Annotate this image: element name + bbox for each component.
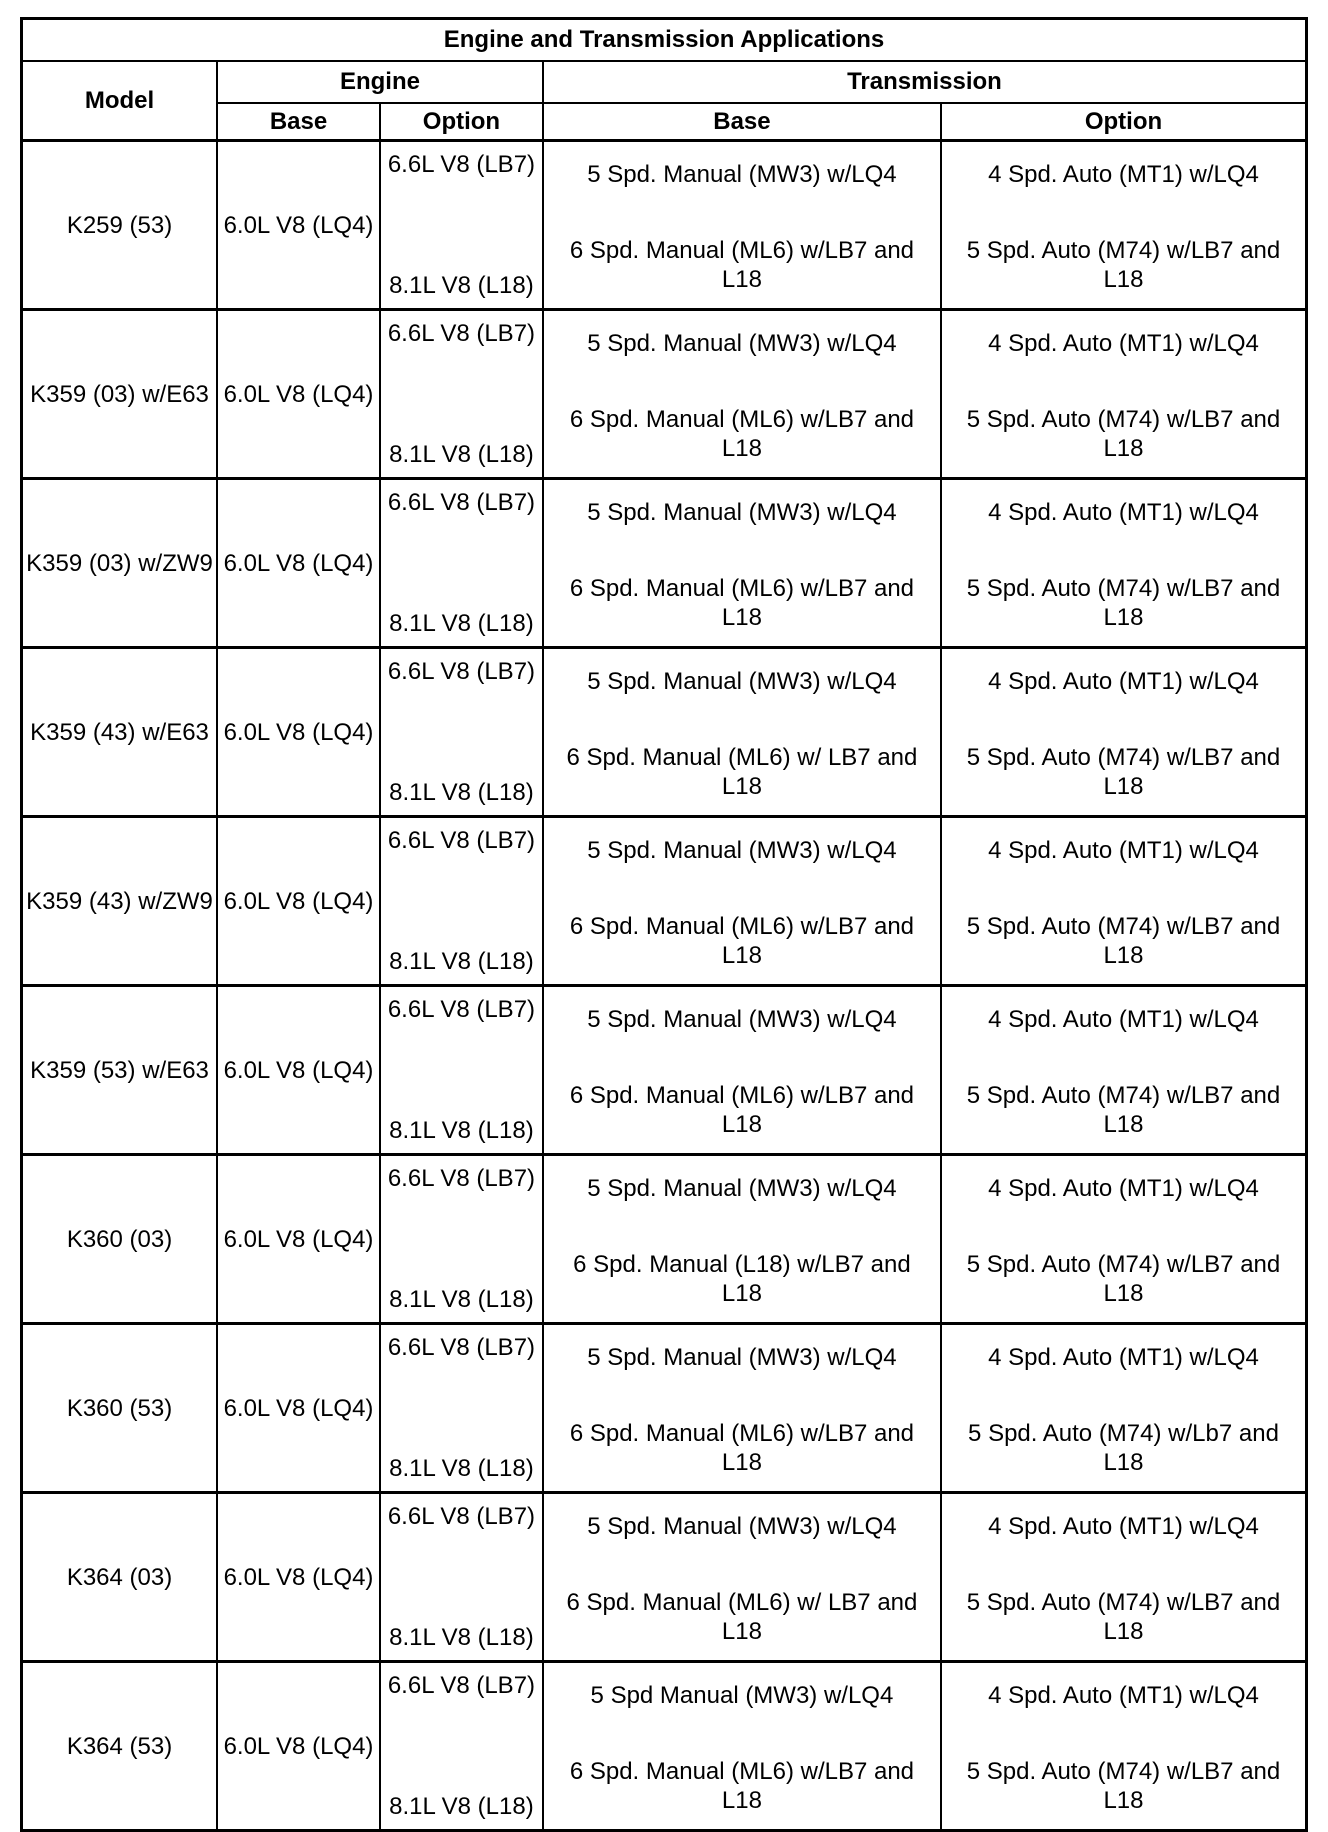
model-text: K359 (43) w/E63 xyxy=(30,718,209,746)
trans-base-cell xyxy=(543,817,941,986)
engine-option-1-text: 6.6L V8 (LB7) xyxy=(387,320,536,347)
trans-base-2-text: 6 Spd. Manual (ML6) w/LB7 and L18 xyxy=(569,575,915,631)
model-cell xyxy=(22,1662,218,1831)
model-text: K364 (03) xyxy=(66,1563,173,1591)
model-cell xyxy=(22,141,218,310)
table-row xyxy=(22,1493,1307,1662)
table-row xyxy=(22,1662,1307,1831)
engine-base-cell xyxy=(217,141,380,310)
table-row xyxy=(22,310,1307,479)
trans-base-2-text: 6 Spd. Manual (ML6) w/LB7 and L18 xyxy=(569,1758,915,1814)
engine-base-cell xyxy=(217,1493,380,1662)
engine-option-2-text: 8.1L V8 (L18) xyxy=(389,272,534,299)
trans-base-cell xyxy=(543,141,941,310)
model-text: K359 (43) w/ZW9 xyxy=(26,887,213,915)
trans-base-1-text: 5 Spd. Manual (MW3) w/LQ4 xyxy=(587,330,897,357)
trans-option-1-text: 4 Spd. Auto (MT1) w/LQ4 xyxy=(988,1682,1259,1709)
table-row xyxy=(22,1155,1307,1324)
trans-base-1-text: 5 Spd. Manual (MW3) w/LQ4 xyxy=(587,837,897,864)
engine-base-text: 6.0L V8 (LQ4) xyxy=(223,1056,374,1084)
engine-base-text: 6.0L V8 (LQ4) xyxy=(223,718,374,746)
model-cell xyxy=(22,1324,218,1493)
trans-base-1-text: 5 Spd. Manual (MW3) w/LQ4 xyxy=(587,1513,897,1540)
trans-base-2-text: 6 Spd. Manual (ML6) w/LB7 and L18 xyxy=(569,237,915,293)
trans-base-2-text: 6 Spd. Manual (L18) w/LB7 and L18 xyxy=(573,1251,911,1307)
engine-option-1-text: 6.6L V8 (LB7) xyxy=(387,489,536,516)
trans-option-cell xyxy=(941,141,1307,310)
engine-base-cell xyxy=(217,986,380,1155)
model-cell xyxy=(22,1155,218,1324)
engine-base-cell xyxy=(217,1324,380,1493)
trans-option-1-text: 4 Spd. Auto (MT1) w/LQ4 xyxy=(988,668,1259,695)
trans-option-2-text: 5 Spd. Auto (M74) w/LB7 and L18 xyxy=(966,575,1281,631)
engine-base-text: 6.0L V8 (LQ4) xyxy=(223,1732,374,1760)
table-row xyxy=(22,479,1307,648)
table-row xyxy=(22,986,1307,1155)
model-text: K364 (53) xyxy=(66,1732,173,1760)
trans-base-cell xyxy=(543,1324,941,1493)
trans-base-2-text: 6 Spd. Manual (ML6) w/LB7 and L18 xyxy=(569,913,915,969)
trans-option-2-text: 5 Spd. Auto (M74) w/LB7 and L18 xyxy=(966,237,1281,293)
trans-option-2-text: 5 Spd. Auto (M74) w/LB7 and L18 xyxy=(966,1758,1281,1814)
header-trans-option: Option xyxy=(941,103,1307,141)
table-row xyxy=(22,648,1307,817)
applications-table xyxy=(20,17,1308,1832)
trans-base-cell xyxy=(543,1493,941,1662)
model-cell xyxy=(22,310,218,479)
trans-option-2-text: 5 Spd. Auto (M74) w/LB7 and L18 xyxy=(966,406,1281,462)
engine-base-cell xyxy=(217,1155,380,1324)
engine-option-2-text: 8.1L V8 (L18) xyxy=(389,610,534,637)
trans-base-1-text: 5 Spd. Manual (MW3) w/LQ4 xyxy=(587,1175,897,1202)
trans-option-2-text: 5 Spd. Auto (M74) w/Lb7 and L18 xyxy=(968,1420,1279,1476)
trans-base-2-text: 6 Spd. Manual (ML6) w/ LB7 and L18 xyxy=(566,1589,918,1645)
engine-base-cell xyxy=(217,817,380,986)
engine-option-1-text: 6.6L V8 (LB7) xyxy=(387,658,536,685)
engine-base-text: 6.0L V8 (LQ4) xyxy=(223,211,374,239)
trans-base-cell xyxy=(543,1155,941,1324)
trans-option-1-text: 4 Spd. Auto (MT1) w/LQ4 xyxy=(988,499,1259,526)
model-text: K359 (53) w/E63 xyxy=(30,1056,209,1084)
trans-option-cell xyxy=(941,817,1307,986)
engine-base-cell xyxy=(217,1662,380,1831)
engine-option-1-text: 6.6L V8 (LB7) xyxy=(387,151,536,178)
trans-option-2-text: 5 Spd. Auto (M74) w/LB7 and L18 xyxy=(966,913,1281,969)
engine-option-2-text: 8.1L V8 (L18) xyxy=(389,1624,534,1651)
model-cell xyxy=(22,1493,218,1662)
trans-option-2-text: 5 Spd. Auto (M74) w/LB7 and L18 xyxy=(966,1082,1281,1138)
model-cell xyxy=(22,479,218,648)
trans-option-1-text: 4 Spd. Auto (MT1) w/LQ4 xyxy=(988,1513,1259,1540)
model-cell xyxy=(22,648,218,817)
engine-option-2-text: 8.1L V8 (L18) xyxy=(389,441,534,468)
engine-option-cell xyxy=(380,817,543,986)
header-trans-base: Base xyxy=(543,103,941,141)
trans-option-cell xyxy=(941,1493,1307,1662)
trans-base-1-text: 5 Spd. Manual (MW3) w/LQ4 xyxy=(587,668,897,695)
engine-base-cell xyxy=(217,648,380,817)
engine-option-cell xyxy=(380,1155,543,1324)
trans-base-2-text: 6 Spd. Manual (ML6) w/LB7 and L18 xyxy=(569,406,915,462)
trans-option-cell xyxy=(941,310,1307,479)
trans-option-1-text: 4 Spd. Auto (MT1) w/LQ4 xyxy=(988,1175,1259,1202)
trans-base-cell xyxy=(543,1662,941,1831)
trans-option-cell xyxy=(941,1155,1307,1324)
table-row xyxy=(22,1324,1307,1493)
engine-option-cell xyxy=(380,479,543,648)
table-row xyxy=(22,141,1307,310)
engine-option-cell xyxy=(380,1662,543,1831)
trans-base-1-text: 5 Spd. Manual (MW3) w/LQ4 xyxy=(587,1344,897,1371)
engine-base-text: 6.0L V8 (LQ4) xyxy=(223,380,374,408)
trans-option-1-text: 4 Spd. Auto (MT1) w/LQ4 xyxy=(988,837,1259,864)
trans-option-cell xyxy=(941,986,1307,1155)
engine-option-2-text: 8.1L V8 (L18) xyxy=(389,1286,534,1313)
engine-base-cell xyxy=(217,310,380,479)
trans-base-cell xyxy=(543,986,941,1155)
trans-base-cell xyxy=(543,310,941,479)
trans-base-2-text: 6 Spd. Manual (ML6) w/ LB7 and L18 xyxy=(566,744,918,800)
trans-base-2-text: 6 Spd. Manual (ML6) w/LB7 and L18 xyxy=(569,1082,915,1138)
model-cell xyxy=(22,986,218,1155)
engine-option-1-text: 6.6L V8 (LB7) xyxy=(387,1165,536,1192)
model-text: K359 (03) w/E63 xyxy=(30,380,209,408)
table-row xyxy=(22,817,1307,986)
engine-option-2-text: 8.1L V8 (L18) xyxy=(389,948,534,975)
engine-option-cell xyxy=(380,141,543,310)
trans-base-1-text: 5 Spd. Manual (MW3) w/LQ4 xyxy=(587,499,897,526)
trans-option-cell xyxy=(941,479,1307,648)
engine-base-text: 6.0L V8 (LQ4) xyxy=(223,1563,374,1591)
header-transmission: Transmission xyxy=(543,61,1307,103)
header-engine-base: Base xyxy=(217,103,380,141)
engine-option-1-text: 6.6L V8 (LB7) xyxy=(387,996,536,1023)
engine-option-cell xyxy=(380,1493,543,1662)
engine-option-cell xyxy=(380,648,543,817)
trans-option-1-text: 4 Spd. Auto (MT1) w/LQ4 xyxy=(988,1006,1259,1033)
engine-option-1-text: 6.6L V8 (LB7) xyxy=(387,1672,536,1699)
engine-option-1-text: 6.6L V8 (LB7) xyxy=(387,827,536,854)
engine-option-2-text: 8.1L V8 (L18) xyxy=(389,1117,534,1144)
trans-option-2-text: 5 Spd. Auto (M74) w/LB7 and L18 xyxy=(966,744,1281,800)
header-engine: Engine xyxy=(217,61,543,103)
trans-option-2-text: 5 Spd. Auto (M74) w/LB7 and L18 xyxy=(966,1589,1281,1645)
engine-base-text: 6.0L V8 (LQ4) xyxy=(223,887,374,915)
engine-base-text: 6.0L V8 (LQ4) xyxy=(223,1394,374,1422)
trans-option-cell xyxy=(941,1324,1307,1493)
model-text: K360 (53) xyxy=(66,1394,173,1422)
table-body xyxy=(22,141,1307,1831)
header-model: Model xyxy=(22,61,218,141)
trans-base-1-text: 5 Spd. Manual (MW3) w/LQ4 xyxy=(587,1006,897,1033)
engine-option-cell xyxy=(380,1324,543,1493)
engine-option-1-text: 6.6L V8 (LB7) xyxy=(387,1503,536,1530)
model-text: K359 (03) w/ZW9 xyxy=(26,549,213,577)
engine-base-text: 6.0L V8 (LQ4) xyxy=(223,549,374,577)
trans-base-1-text: 5 Spd Manual (MW3) w/LQ4 xyxy=(590,1682,894,1709)
engine-option-2-text: 8.1L V8 (L18) xyxy=(389,1455,534,1482)
engine-option-2-text: 8.1L V8 (L18) xyxy=(389,1793,534,1820)
engine-option-2-text: 8.1L V8 (L18) xyxy=(389,779,534,806)
engine-option-cell xyxy=(380,986,543,1155)
trans-base-1-text: 5 Spd. Manual (MW3) w/LQ4 xyxy=(587,161,897,188)
model-text: K360 (03) xyxy=(66,1225,173,1253)
trans-base-cell xyxy=(543,479,941,648)
trans-option-cell xyxy=(941,1662,1307,1831)
trans-option-1-text: 4 Spd. Auto (MT1) w/LQ4 xyxy=(988,161,1259,188)
trans-option-cell xyxy=(941,648,1307,817)
trans-option-1-text: 4 Spd. Auto (MT1) w/LQ4 xyxy=(988,1344,1259,1371)
trans-base-cell xyxy=(543,648,941,817)
engine-base-cell xyxy=(217,479,380,648)
header-engine-option: Option xyxy=(380,103,543,141)
engine-option-1-text: 6.6L V8 (LB7) xyxy=(387,1334,536,1361)
engine-option-cell xyxy=(380,310,543,479)
trans-base-2-text: 6 Spd. Manual (ML6) w/LB7 and L18 xyxy=(569,1420,915,1476)
model-cell xyxy=(22,817,218,986)
table-title: Engine and Transmission Applications xyxy=(22,19,1307,61)
engine-base-text: 6.0L V8 (LQ4) xyxy=(223,1225,374,1253)
trans-option-1-text: 4 Spd. Auto (MT1) w/LQ4 xyxy=(988,330,1259,357)
model-text: K259 (53) xyxy=(66,211,173,239)
trans-option-2-text: 5 Spd. Auto (M74) w/LB7 and L18 xyxy=(966,1251,1281,1307)
